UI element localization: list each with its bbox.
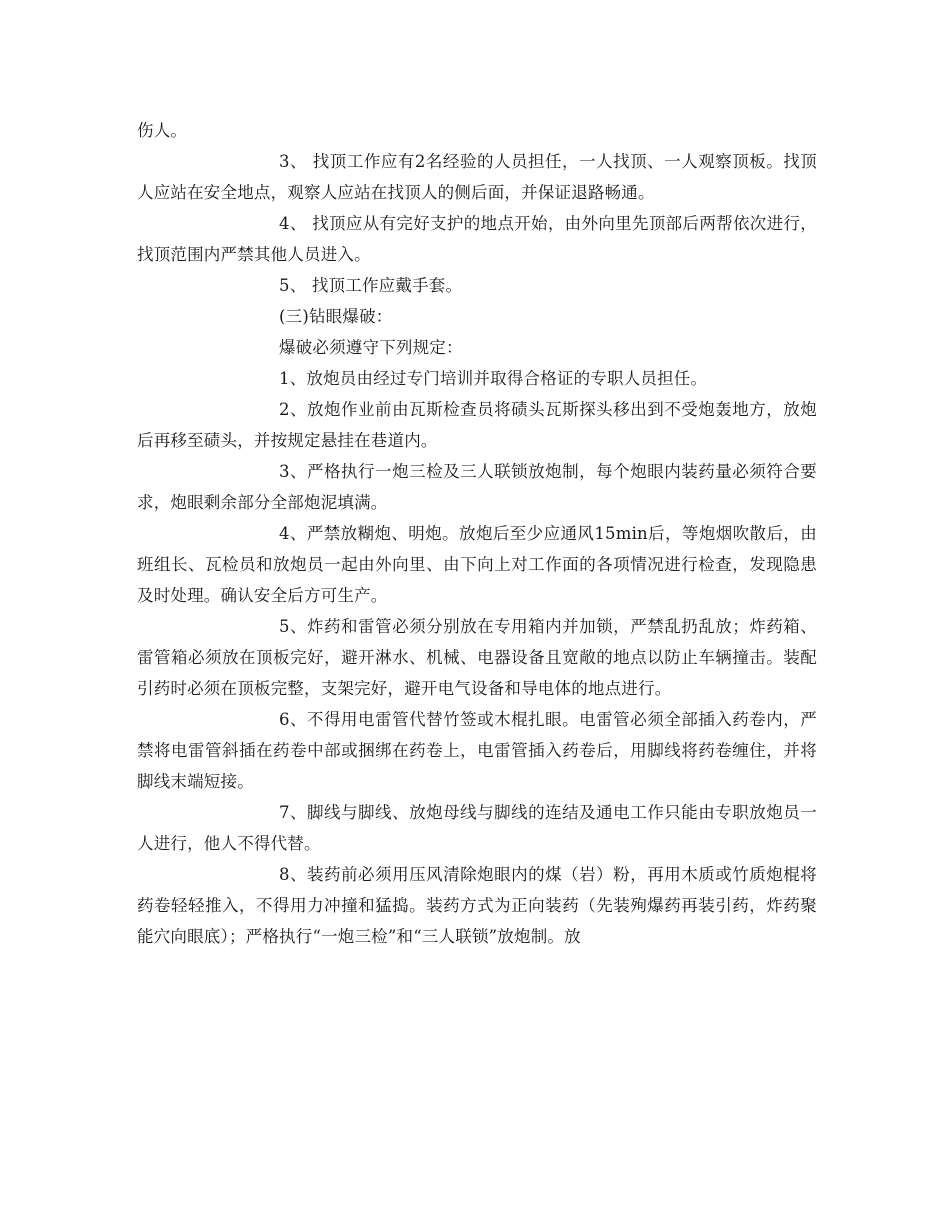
section-heading-drilling-blasting: (三)钻眼爆破： [279, 307, 393, 326]
document-body [137, 115, 817, 952]
paragraph-rule-1: 1、放炮员由经过专门培训并取得合格证的专职人员担任。 [279, 369, 708, 388]
paragraph-rule-4: 4、严禁放糊炮、明炮。放炮后至少应通风15min后，等炮烟吹散后，由班组长、瓦检员和放炮员一起由外向里、由下向上对工作面的各项情况进行检查，发现隐患及时处理。确认安全后方可生产。 [137, 524, 817, 605]
paragraph-blasting-rules-intro: 爆破必须遵守下列规定： [279, 338, 463, 357]
paragraph-rule-2: 2、放炮作业前由瓦斯检查员将碛头瓦斯探头移出到不受炮轰地方，放炮后再移至碛头，并按规定悬挂在巷道内。 [137, 400, 817, 450]
paragraph-rule-5: 5、炸药和雷管必须分别放在专用箱内并加锁，严禁乱扔乱放；炸药箱、雷管箱必须放在顶板完好，避开淋水、机械、电器设备且宽敞的地点以防止车辆撞击。装配引药时必须在顶板完整，支架完好，避开电气设备和导电体的地点进行。 [137, 617, 817, 698]
paragraph-continuation: 伤人。 [137, 121, 188, 140]
paragraph-item-4: 4、 找顶应从有完好支护的地点开始，由外向里先顶部后两帮依次进行，找顶范围内严禁其他人员进入。 [137, 214, 817, 264]
paragraph-rule-7: 7、脚线与脚线、放炮母线与脚线的连结及通电工作只能由专职放炮员一人进行，他人不得代替。 [137, 803, 817, 853]
paragraph-rule-8: 8、装药前必须用压风清除炮眼内的煤（岩）粉，再用木质或竹质炮棍将药卷轻轻推入，不得用力冲撞和猛捣。装药方式为正向装药（先装殉爆药再装引药，炸药聚能穴向眼底）；严格执行“一炮三检”和“三人联锁”放炮制。放 [137, 865, 817, 946]
paragraph-item-3: 3、 找顶工作应有2名经验的人员担任，一人找顶、一人观察顶板。找顶人应站在安全地点，观察人应站在找顶人的侧后面，并保证退路畅通。 [137, 152, 817, 202]
paragraph-item-5: 5、 找顶工作应戴手套。 [279, 276, 463, 295]
paragraph-rule-6: 6、不得用电雷管代替竹签或木棍扎眼。电雷管必须全部插入药卷内，严禁将电雷管斜插在药卷中部或捆绑在药卷上，电雷管插入药卷后，用脚线将药卷缠住，并将脚线末端短接。 [137, 710, 817, 791]
paragraph-rule-3: 3、严格执行一炮三检及三人联锁放炮制，每个炮眼内装药量必须符合要求，炮眼剩余部分全部炮泥填满。 [137, 462, 817, 512]
